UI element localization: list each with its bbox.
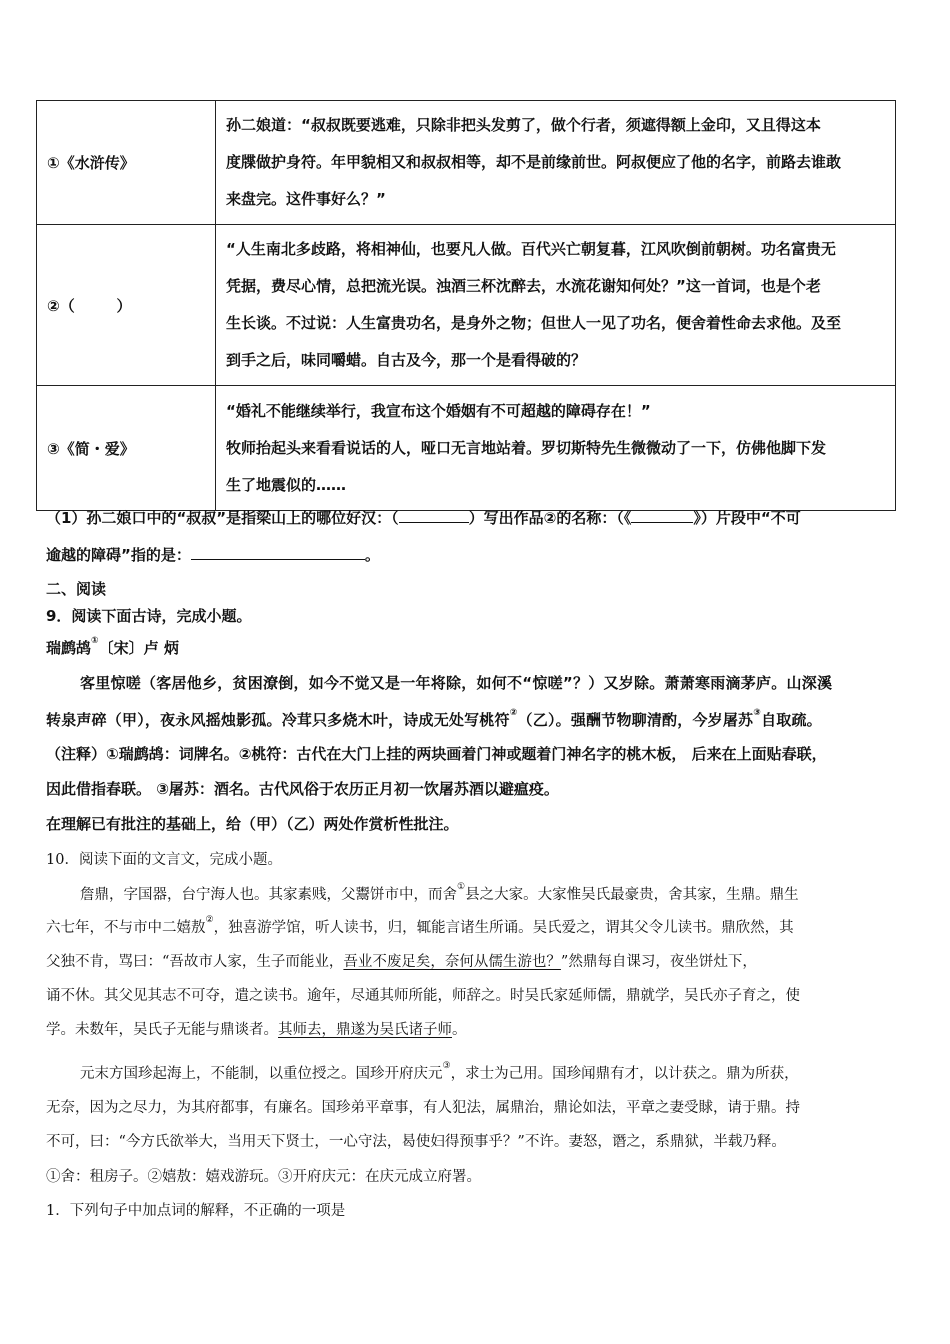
passage-line: 诵不休。其父见其志不可夺，遣之读书。逾年，尽通其师所能，师辞之。时吴氏家延师儒，鼎就学，吴氏亦子育之，使 bbox=[46, 988, 800, 1004]
excerpt-line: 度牒做护身符。年甲貌相又和叔叔相等，却不是前缘前世。阿叔便应了他的名字，前路去谁敢 bbox=[226, 153, 842, 171]
passage-text: ，独喜游学馆，听人读书，归，辄能言诸生所诵。吴氏爱之，谓其父令儿读书。鼎欣然，其 bbox=[213, 920, 794, 936]
excerpt-line: 来盘完。这件事好么？” bbox=[226, 190, 386, 208]
table-row bbox=[37, 101, 896, 225]
poem-line bbox=[46, 709, 904, 730]
footnote-mark: ① bbox=[457, 882, 466, 892]
poem-note: 因此借指春联。 ③屠苏：酒名。古代风俗于农历正月初一饮屠苏酒以避瘟疫。 bbox=[46, 780, 559, 798]
poem-text: 自取疏。 bbox=[761, 711, 822, 729]
excerpt-line: “人生南北多歧路，将相神仙，也要凡人做。百代兴亡朝复暮，江风吹倒前朝树。功名富贵无 bbox=[226, 240, 836, 258]
passage-text: 元末方国珍起海上，不能制，以重位授之。国珍开府庆元 bbox=[80, 1066, 443, 1082]
passage-text: 学。未数年，吴氏子无能与鼎谈者。 bbox=[46, 1022, 278, 1038]
q10-title: 10．阅读下面的文言文，完成小题。 bbox=[46, 852, 282, 868]
passage-line bbox=[46, 1018, 904, 1039]
footnote-mark: ① bbox=[91, 636, 99, 646]
q8-text: 逾越的障碍”指的是： bbox=[46, 546, 191, 564]
excerpt-line: 生了地震似的…… bbox=[226, 475, 347, 494]
passage-text: 詹鼎，字国器，台宁海人也。其家素贱，父鬻饼市中，而舍 bbox=[80, 887, 457, 903]
poem-name: 瑞鹧鸪 bbox=[46, 639, 92, 657]
passage-line bbox=[46, 1062, 904, 1083]
excerpt-line: “婚礼不能继续举行，我宣布这个婚姻有不可超越的障碍存在！” bbox=[226, 401, 651, 420]
footnote-mark: ② bbox=[509, 708, 518, 718]
q8-text: （1）孙二娘口中的“叔叔”是指梁山上的哪位好汉：（ bbox=[46, 509, 399, 527]
passage-text: ，求士为己用。国珍闻鼎有才，以计获之。鼎为所获， bbox=[450, 1066, 799, 1082]
excerpt-cell bbox=[216, 225, 896, 386]
table-row bbox=[37, 225, 896, 386]
q8-text: ）写出作品②的名称：（《 bbox=[468, 509, 632, 527]
passage-line: 不可，曰：“今方氏欲举大，当用天下贤士，一心守法，曷使妇得预事乎？”不许。妻怒，谮之，系鼎狱，半载乃释。 bbox=[46, 1134, 786, 1150]
answer-blank[interactable] bbox=[631, 507, 693, 523]
underlined-sentence: 吾业不废足矣，奈何从儒生游也？ bbox=[343, 954, 561, 970]
table-row bbox=[37, 386, 896, 511]
excerpt-line: 牧师抬起头来看看说话的人，哑口无言地站着。罗切斯特先生微微动了一下，仿佛他脚下发 bbox=[226, 438, 827, 457]
q8-line-1 bbox=[46, 507, 904, 528]
footnote-mark: ② bbox=[205, 915, 214, 925]
excerpt-cell bbox=[216, 386, 896, 511]
excerpt-cell bbox=[216, 101, 896, 225]
answer-blank[interactable] bbox=[191, 544, 365, 560]
poem-note: （注释）①瑞鹧鸪：词牌名。②桃符：古代在大门上挂的两块画着门神或题着门神名字的桃木板， 后来在上面贴春联， bbox=[46, 745, 827, 763]
q8-text: 》）片段中“不可 bbox=[693, 509, 801, 527]
q9-task: 在理解已有批注的基础上，给（甲）（乙）两处作赏析性批注。 bbox=[46, 815, 459, 833]
passage-text: 县之大家。大家惟吴氏最豪贵，舍其家，生鼎。鼎生 bbox=[465, 887, 799, 903]
sub-question: 1．下列句子中加点词的解释，不正确的一项是 bbox=[46, 1203, 346, 1219]
passage-line bbox=[46, 950, 904, 971]
q8-line-2 bbox=[46, 544, 904, 565]
poem-line: 客里惊嗟（客居他乡，贫困潦倒，如今不觉又是一年将除，如何不“惊嗟”？）又岁除。萧萧寒雨滴茅庐。山深溪 bbox=[80, 674, 833, 692]
excerpt-line: 孙二娘道：“叔叔既要逃难，只除非把头发剪了，做个行者，须遮得额上金印，又且得这本 bbox=[226, 116, 821, 134]
poem-text: 转泉声碎（甲），夜永风摇烛影孤。冷茸只多烧木叶，诗成无处写桃符 bbox=[46, 711, 510, 729]
work-name-cell: ③《简・爱》 bbox=[37, 386, 216, 511]
passage-text: 六七年，不与市中二嬉敖 bbox=[46, 920, 206, 936]
passage-notes: ①舍：租房子。②嬉敖：嬉戏游玩。③开府庆元：在庆元成立府署。 bbox=[46, 1169, 481, 1185]
q8-text: 。 bbox=[364, 546, 380, 564]
section-heading: 二、阅读 bbox=[46, 580, 107, 598]
footnote-mark: ③ bbox=[753, 708, 762, 718]
excerpt-line: 生长谈。不过说：人生富贵功名，是身外之物；但世人一见了功名，便舍着性命去求他。及至 bbox=[226, 314, 842, 332]
passage-line bbox=[46, 883, 904, 904]
answer-blank[interactable] bbox=[399, 507, 469, 523]
poem-text: （乙）。强酬节物聊清酌，今岁屠苏 bbox=[517, 711, 754, 729]
q9-title: 9．阅读下面古诗，完成小题。 bbox=[46, 607, 252, 625]
poem-title bbox=[46, 637, 904, 658]
passage-text: 。 bbox=[452, 1022, 467, 1038]
passage-text: ”然鼎每自课习，夜坐饼灶下， bbox=[560, 954, 757, 970]
works-table bbox=[36, 100, 896, 511]
footnote-mark: ③ bbox=[442, 1061, 451, 1071]
poem-author: 〔宋〕卢 炳 bbox=[98, 639, 179, 657]
excerpt-line: 凭据，费尽心情，总把流光误。浊酒三杯沈醉去，水流花谢知何处？”这一首词，也是个老 bbox=[226, 277, 821, 295]
passage-line bbox=[46, 916, 904, 937]
excerpt-line: 到手之后，味同嚼蜡。自古及今，那一个是看得破的？ bbox=[226, 351, 587, 369]
work-name-cell: ①《水浒传》 bbox=[37, 101, 216, 225]
passage-line: 无奈，因为之尽力，为其府都事，有廉名。国珍弟平章事，有人犯法，属鼎治，鼎论如法，平章之妻受賕，请于鼎。持 bbox=[46, 1100, 800, 1116]
work-name-cell: ②（ ） bbox=[37, 225, 216, 386]
underlined-sentence: 其师去，鼎遂为吴氏诸子师 bbox=[278, 1022, 452, 1038]
passage-text: 父独不肯，骂曰：“吾故市人家，生子而能业， bbox=[46, 954, 344, 970]
